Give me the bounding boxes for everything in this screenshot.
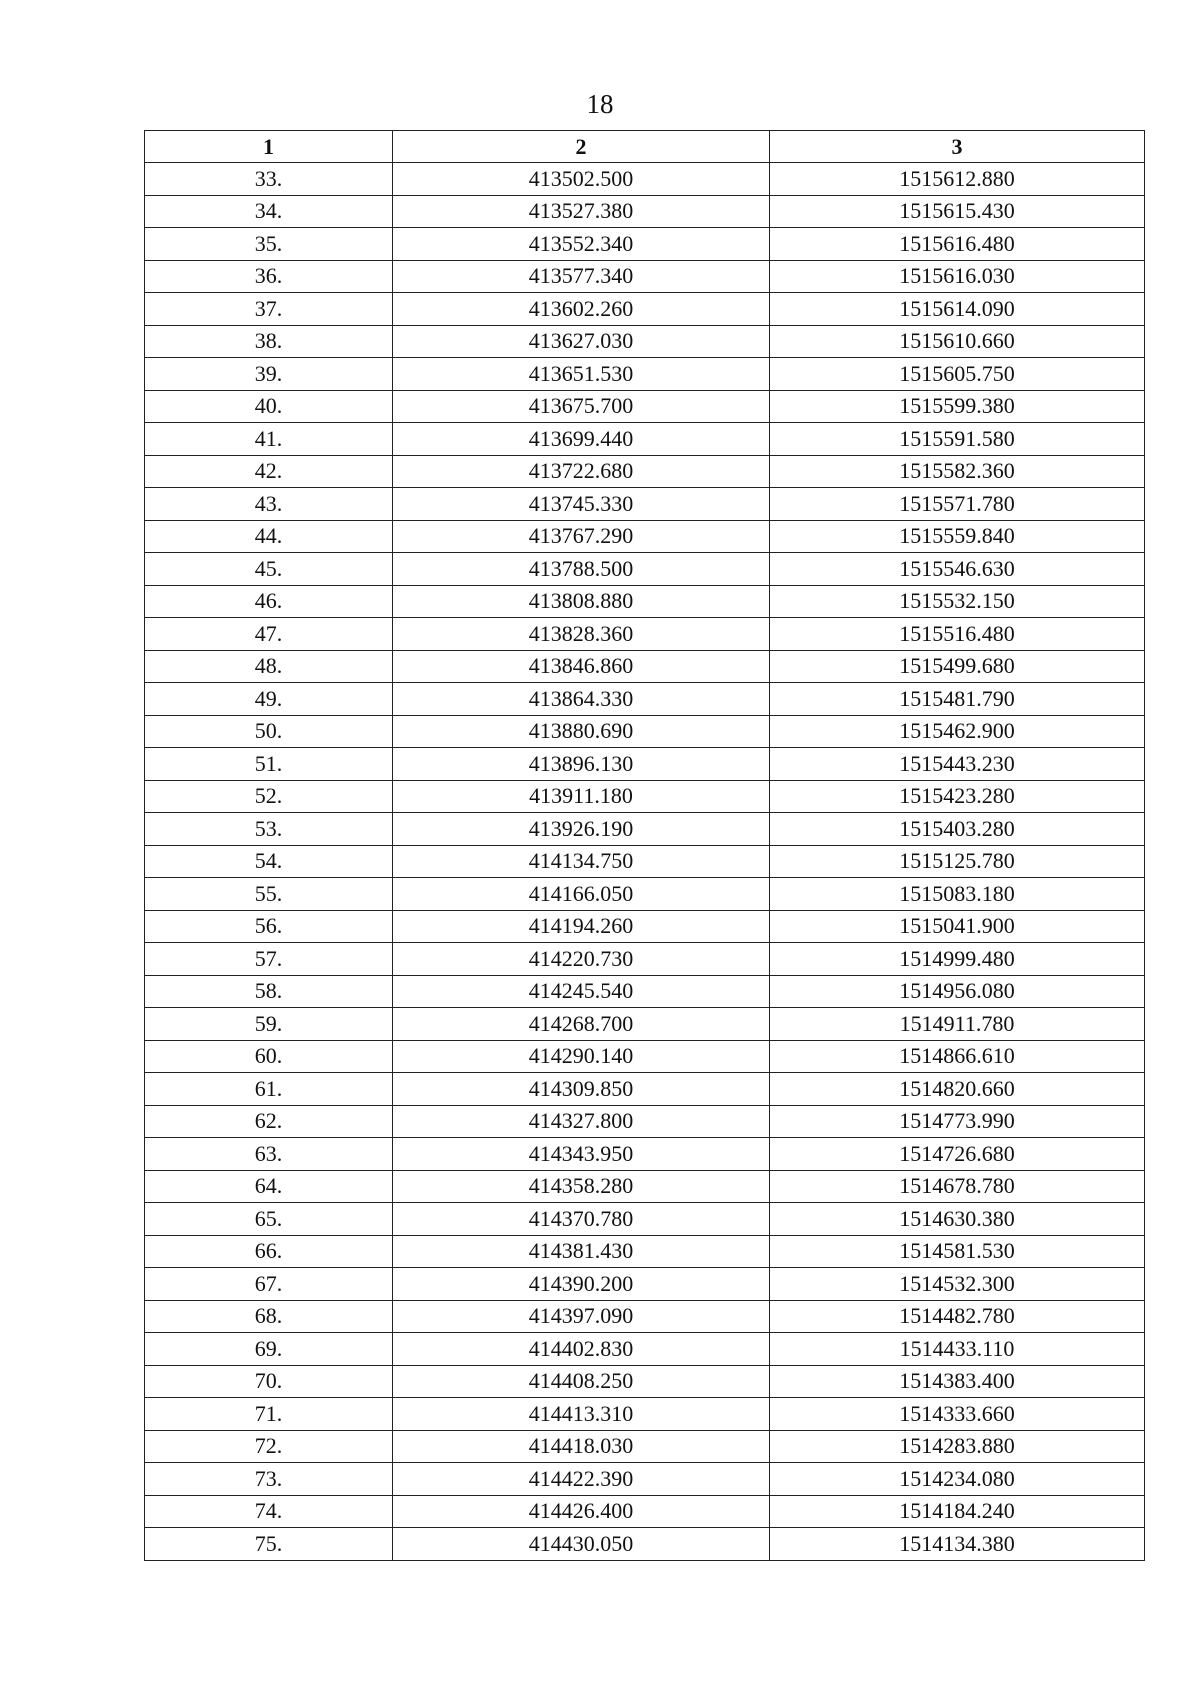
coordinate-x-cell: 414358.280: [393, 1170, 770, 1203]
point-number-cell: 46.: [145, 585, 393, 618]
coordinate-x-cell: 414408.250: [393, 1365, 770, 1398]
coordinate-x-cell: 414220.730: [393, 943, 770, 976]
point-number-cell: 52.: [145, 780, 393, 813]
coordinate-y-cell: 1515546.630: [770, 553, 1145, 586]
point-number-cell: 72.: [145, 1430, 393, 1463]
coordinate-x-cell: 413896.130: [393, 748, 770, 781]
coordinate-x-cell: 413808.880: [393, 585, 770, 618]
coordinate-x-cell: 413880.690: [393, 715, 770, 748]
point-number-cell: 69.: [145, 1333, 393, 1366]
point-number-cell: 35.: [145, 228, 393, 261]
table-row: [145, 618, 1145, 651]
table-row: [145, 455, 1145, 488]
coordinate-x-cell: 413527.380: [393, 195, 770, 228]
coordinate-x-cell: 414327.800: [393, 1105, 770, 1138]
point-number-cell: 43.: [145, 488, 393, 521]
coordinate-y-cell: 1515571.780: [770, 488, 1145, 521]
coordinate-y-cell: 1515125.780: [770, 845, 1145, 878]
point-number-cell: 36.: [145, 260, 393, 293]
point-number-cell: 45.: [145, 553, 393, 586]
point-number-cell: 75.: [145, 1528, 393, 1561]
coordinate-y-cell: 1514956.080: [770, 975, 1145, 1008]
coordinate-y-cell: 1514866.610: [770, 1040, 1145, 1073]
coordinate-y-cell: 1515041.900: [770, 910, 1145, 943]
coordinate-y-cell: 1515403.280: [770, 813, 1145, 846]
coordinate-y-cell: 1514283.880: [770, 1430, 1145, 1463]
coordinate-y-cell: 1515423.280: [770, 780, 1145, 813]
coordinate-y-cell: 1514433.110: [770, 1333, 1145, 1366]
table-row: [145, 1430, 1145, 1463]
point-number-cell: 49.: [145, 683, 393, 716]
coordinate-x-cell: 413552.340: [393, 228, 770, 261]
coordinate-y-cell: 1514999.480: [770, 943, 1145, 976]
table-row: [145, 845, 1145, 878]
point-number-cell: 63.: [145, 1138, 393, 1171]
coordinate-y-cell: 1515615.430: [770, 195, 1145, 228]
coordinate-y-cell: 1514726.680: [770, 1138, 1145, 1171]
point-number-cell: 55.: [145, 878, 393, 911]
table-row: [145, 390, 1145, 423]
table-row: [145, 228, 1145, 261]
column-header-3: 3: [770, 131, 1145, 163]
table-row: [145, 943, 1145, 976]
point-number-cell: 38.: [145, 325, 393, 358]
coordinate-x-cell: 413722.680: [393, 455, 770, 488]
coordinate-y-cell: 1515614.090: [770, 293, 1145, 326]
coordinate-y-cell: 1515582.360: [770, 455, 1145, 488]
page-number: 18: [586, 89, 614, 119]
coordinate-x-cell: 413864.330: [393, 683, 770, 716]
table-row: [145, 1008, 1145, 1041]
coordinate-x-cell: 414245.540: [393, 975, 770, 1008]
table-row: [145, 195, 1145, 228]
coordinate-x-cell: 414290.140: [393, 1040, 770, 1073]
table-row: [145, 1170, 1145, 1203]
table-row: [145, 423, 1145, 456]
coordinate-y-cell: 1515616.480: [770, 228, 1145, 261]
table-row: [145, 1105, 1145, 1138]
coordinate-y-cell: 1514134.380: [770, 1528, 1145, 1561]
coordinate-x-cell: 413926.190: [393, 813, 770, 846]
point-number-cell: 71.: [145, 1398, 393, 1431]
table-row: [145, 1365, 1145, 1398]
coordinate-x-cell: 414370.780: [393, 1203, 770, 1236]
coordinate-y-cell: 1515616.030: [770, 260, 1145, 293]
table-row: [145, 715, 1145, 748]
coordinate-x-cell: 414309.850: [393, 1073, 770, 1106]
point-number-cell: 40.: [145, 390, 393, 423]
coordinate-y-cell: 1515532.150: [770, 585, 1145, 618]
coordinate-x-cell: 413675.700: [393, 390, 770, 423]
table-row: [145, 1268, 1145, 1301]
point-number-cell: 56.: [145, 910, 393, 943]
table-row: [145, 1528, 1145, 1561]
table-row: [145, 1300, 1145, 1333]
table-row: [145, 780, 1145, 813]
point-number-cell: 59.: [145, 1008, 393, 1041]
table-row: [145, 650, 1145, 683]
point-number-cell: 47.: [145, 618, 393, 651]
coordinate-y-cell: 1515499.680: [770, 650, 1145, 683]
point-number-cell: 61.: [145, 1073, 393, 1106]
coordinate-x-cell: 414430.050: [393, 1528, 770, 1561]
coordinate-x-cell: 414194.260: [393, 910, 770, 943]
table-row: [145, 813, 1145, 846]
coordinate-y-cell: 1514234.080: [770, 1463, 1145, 1496]
coordinates-table: [144, 130, 1145, 1561]
point-number-cell: 51.: [145, 748, 393, 781]
point-number-cell: 65.: [145, 1203, 393, 1236]
point-number-cell: 58.: [145, 975, 393, 1008]
point-number-cell: 70.: [145, 1365, 393, 1398]
point-number-cell: 48.: [145, 650, 393, 683]
coordinate-x-cell: 413651.530: [393, 358, 770, 391]
point-number-cell: 60.: [145, 1040, 393, 1073]
table-row: [145, 1235, 1145, 1268]
coordinate-x-cell: 414390.200: [393, 1268, 770, 1301]
coordinate-y-cell: 1515559.840: [770, 520, 1145, 553]
coordinate-y-cell: 1514678.780: [770, 1170, 1145, 1203]
coordinate-y-cell: 1514581.530: [770, 1235, 1145, 1268]
coordinate-x-cell: 413911.180: [393, 780, 770, 813]
table-row: [145, 1398, 1145, 1431]
point-number-cell: 39.: [145, 358, 393, 391]
coordinate-x-cell: 414134.750: [393, 845, 770, 878]
coordinate-x-cell: 414268.700: [393, 1008, 770, 1041]
coordinate-y-cell: 1515605.750: [770, 358, 1145, 391]
point-number-cell: 73.: [145, 1463, 393, 1496]
coordinate-x-cell: 413788.500: [393, 553, 770, 586]
coordinate-x-cell: 414418.030: [393, 1430, 770, 1463]
coordinate-x-cell: 414343.950: [393, 1138, 770, 1171]
coordinate-x-cell: 413767.290: [393, 520, 770, 553]
table-row: [145, 1040, 1145, 1073]
coordinate-x-cell: 414402.830: [393, 1333, 770, 1366]
coordinate-y-cell: 1514820.660: [770, 1073, 1145, 1106]
coordinate-y-cell: 1515599.380: [770, 390, 1145, 423]
coordinate-y-cell: 1515516.480: [770, 618, 1145, 651]
point-number-cell: 62.: [145, 1105, 393, 1138]
coordinate-y-cell: 1515083.180: [770, 878, 1145, 911]
coordinate-x-cell: 414166.050: [393, 878, 770, 911]
table-row: [145, 553, 1145, 586]
coordinate-y-cell: 1515462.900: [770, 715, 1145, 748]
coordinate-x-cell: 414413.310: [393, 1398, 770, 1431]
table-row: [145, 358, 1145, 391]
table-row: [145, 293, 1145, 326]
point-number-cell: 57.: [145, 943, 393, 976]
table-row: [145, 1073, 1145, 1106]
coordinate-y-cell: 1514532.300: [770, 1268, 1145, 1301]
coordinate-y-cell: 1514383.400: [770, 1365, 1145, 1398]
coordinate-x-cell: 413745.330: [393, 488, 770, 521]
table-row: [145, 975, 1145, 1008]
coordinate-x-cell: 413602.260: [393, 293, 770, 326]
column-header-1: 1: [145, 131, 393, 163]
coordinate-x-cell: 413627.030: [393, 325, 770, 358]
coordinate-x-cell: 414422.390: [393, 1463, 770, 1496]
point-number-cell: 74.: [145, 1495, 393, 1528]
point-number-cell: 44.: [145, 520, 393, 553]
point-number-cell: 33.: [145, 163, 393, 196]
table-row: [145, 325, 1145, 358]
column-header-2: 2: [393, 131, 770, 163]
coordinate-x-cell: 414381.430: [393, 1235, 770, 1268]
table-row: [145, 683, 1145, 716]
point-number-cell: 68.: [145, 1300, 393, 1333]
coordinate-y-cell: 1515610.660: [770, 325, 1145, 358]
table-row: [145, 878, 1145, 911]
table-row: [145, 163, 1145, 196]
coordinate-x-cell: 413828.360: [393, 618, 770, 651]
coordinate-y-cell: 1515591.580: [770, 423, 1145, 456]
coordinate-y-cell: 1514773.990: [770, 1105, 1145, 1138]
table-row: [145, 520, 1145, 553]
table-body: [145, 163, 1145, 1561]
table-row: [145, 1463, 1145, 1496]
point-number-cell: 34.: [145, 195, 393, 228]
coordinate-y-cell: 1514333.660: [770, 1398, 1145, 1431]
table-row: [145, 585, 1145, 618]
point-number-cell: 41.: [145, 423, 393, 456]
point-number-cell: 42.: [145, 455, 393, 488]
point-number-cell: 37.: [145, 293, 393, 326]
coordinate-x-cell: 413502.500: [393, 163, 770, 196]
coordinate-y-cell: 1514630.380: [770, 1203, 1145, 1236]
table-row: [145, 1203, 1145, 1236]
point-number-cell: 67.: [145, 1268, 393, 1301]
coordinate-y-cell: 1514482.780: [770, 1300, 1145, 1333]
coordinate-x-cell: 414397.090: [393, 1300, 770, 1333]
table-row: [145, 910, 1145, 943]
table-row: [145, 260, 1145, 293]
point-number-cell: 50.: [145, 715, 393, 748]
point-number-cell: 64.: [145, 1170, 393, 1203]
coordinate-y-cell: 1515612.880: [770, 163, 1145, 196]
table-row: [145, 748, 1145, 781]
coordinate-x-cell: 413846.860: [393, 650, 770, 683]
coordinate-y-cell: 1515481.790: [770, 683, 1145, 716]
coordinate-y-cell: 1514184.240: [770, 1495, 1145, 1528]
table-row: [145, 1495, 1145, 1528]
table-header-row: [145, 131, 1145, 163]
coordinate-y-cell: 1514911.780: [770, 1008, 1145, 1041]
point-number-cell: 53.: [145, 813, 393, 846]
table-row: [145, 1333, 1145, 1366]
coordinate-y-cell: 1515443.230: [770, 748, 1145, 781]
point-number-cell: 66.: [145, 1235, 393, 1268]
table-row: [145, 488, 1145, 521]
coordinate-x-cell: 413699.440: [393, 423, 770, 456]
point-number-cell: 54.: [145, 845, 393, 878]
coordinate-x-cell: 413577.340: [393, 260, 770, 293]
table-row: [145, 1138, 1145, 1171]
coordinate-x-cell: 414426.400: [393, 1495, 770, 1528]
